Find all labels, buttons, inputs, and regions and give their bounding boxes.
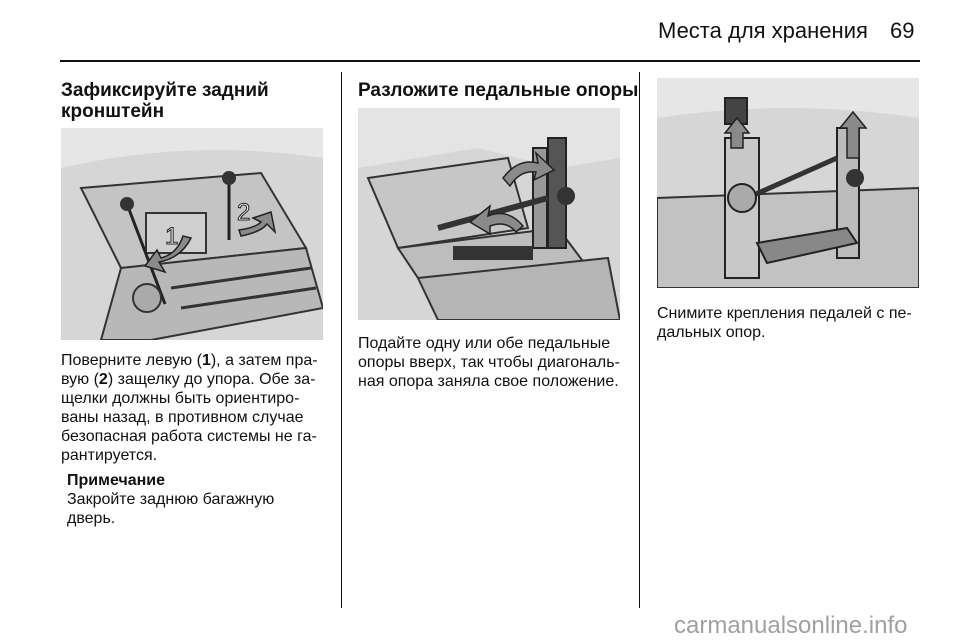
illustration-bracket-latches: [61, 128, 323, 340]
note-title: Примечание: [67, 472, 166, 489]
column-divider-2: [639, 72, 640, 608]
note-text: Закройте заднюю багажную дверь.: [67, 491, 275, 527]
body-text-mounts: Снимите крепления педалей с пе- дальных опор.: [657, 305, 912, 341]
header-rule: [60, 60, 920, 62]
marker-1: 1: [165, 223, 179, 250]
column-divider-1: [341, 72, 342, 608]
watermark: carmanualsonline.info: [674, 612, 908, 639]
illustration-pedal-mounts: [657, 78, 919, 288]
heading-line-2: кронштейн: [61, 101, 165, 122]
section-heading-pedals: Разложите педальные опоры: [358, 80, 639, 101]
illustration-pedal-supports: [358, 108, 620, 320]
heading-line-1: Зафиксируйте задний: [61, 80, 269, 101]
section-heading-bracket: [61, 80, 269, 122]
body-text-latches: Поверните левую (1), а затем пра- вую (2) защелку до упора. Обе за- щелки должны быть ориентиро- ваны назад, в противном случае безопасная работа системы не га- рантируется.: [61, 352, 318, 464]
marker-2: 2: [237, 199, 251, 226]
body-text-pedals: Подайте одну или обе педальные опоры вверх, так чтобы диагональ- ная опора заняла свое положение.: [358, 335, 620, 390]
page-number: 69: [890, 18, 915, 43]
header-title: Места для хранения: [658, 18, 868, 43]
